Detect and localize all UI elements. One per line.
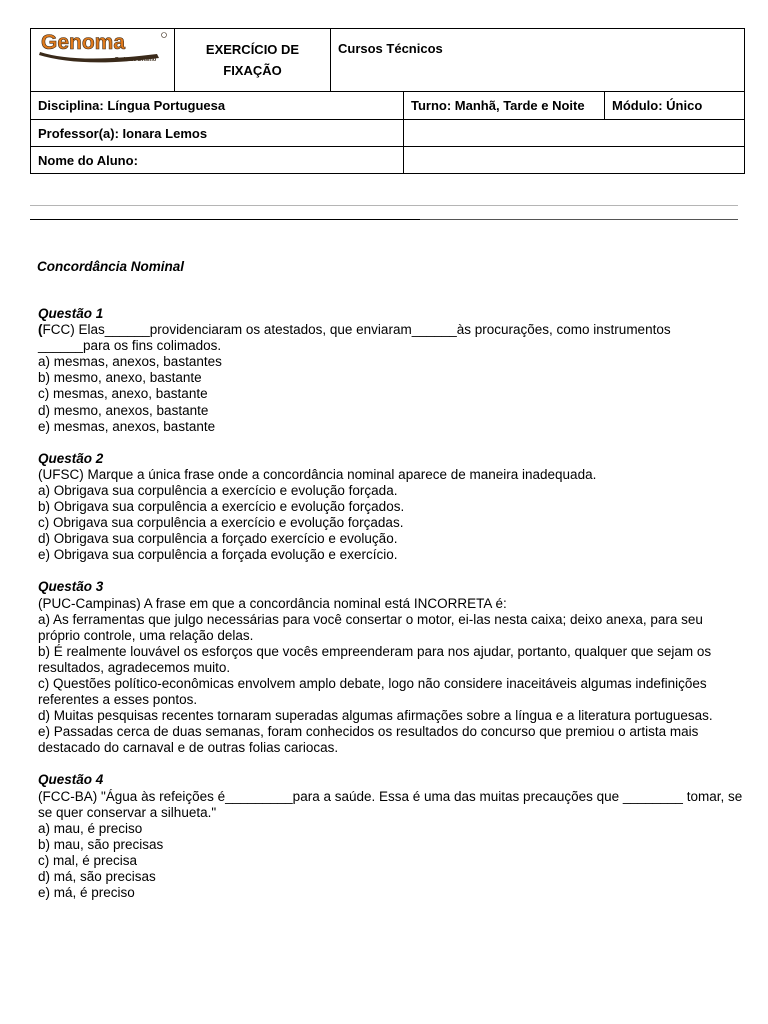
question-label: Questão 4 <box>38 772 104 788</box>
option-c: c) Obrigava sua corpulência a exercício e evolução forçadas. <box>38 515 404 531</box>
title-line-2: FIXAÇÃO <box>223 63 282 78</box>
shift: Turno: Manhã, Tarde e Noite <box>404 92 605 120</box>
module: Módulo: Único <box>605 92 745 120</box>
option-b: b) mesmo, anexo, bastante <box>38 370 202 386</box>
question-text: (FCC) Elas______providenciaram os atestados, que enviaram______às procurações, como instrumentos <box>38 322 671 338</box>
title-line-1: EXERCÍCIO DE <box>205 42 300 57</box>
option-a: a) As ferramentas que julgo necessárias para você consertar o motor, ei-las nesta caixa; deixo anexa, para seu próprio controle, uma relação delas. <box>38 611 703 643</box>
question-4 <box>38 772 744 901</box>
section-title: Concordância Nominal <box>37 259 185 274</box>
student-name: Nome do Aluno: <box>31 147 404 174</box>
option-d: d) má, são precisas <box>38 869 156 884</box>
logo-cell <box>31 29 175 92</box>
option-e: e) má, é preciso <box>38 885 135 901</box>
question-text: (PUC-Campinas) A frase em que a concordância nominal está INCORRETA é: <box>38 595 507 611</box>
student-name-blank[interactable] <box>404 147 745 174</box>
option-e: e) Obrigava sua corpulência a forçada evolução e exercício. <box>38 547 398 563</box>
divider-gray <box>30 205 738 206</box>
question-text: ______para os fins colimados. <box>38 338 222 354</box>
question-label: Questão 1 <box>38 306 104 321</box>
option-d: d) Muitas pesquisas recentes tornaram superadas algumas afirmações sobre a língua e a literatura portuguesas. <box>38 708 713 724</box>
genoma-logo <box>37 30 172 64</box>
title-cell <box>175 29 331 92</box>
teacher-blank <box>404 120 745 147</box>
open-paren: ( <box>38 322 43 338</box>
option-a: a) mau, é preciso <box>38 820 143 836</box>
teacher: Professor(a): Ionara Lemos <box>31 120 404 147</box>
option-a: a) Obrigava sua corpulência a exercício e evolução forçada. <box>38 482 398 498</box>
question-1 <box>38 306 744 435</box>
option-b: b) É realmente louvável os esforços que vocês empreenderam para nos ajudar, portanto, qualquer que sejam os resultados, agradecemos muito. <box>38 643 712 675</box>
option-b: b) mau, são precisas <box>38 836 164 852</box>
question-2 <box>38 451 744 564</box>
logo-text: Genoma <box>41 31 126 54</box>
divider-black-right <box>420 219 738 220</box>
option-e: e) Passadas cerca de duas semanas, foram conhecidos os resultados do concurso que premiou o artista mais destacado do carnaval e de outras folias cariocas. <box>38 724 699 756</box>
option-c: c) Questões político-econômicas envolvem amplo debate, logo não considere inaceitáveis algumas indefinições referentes a esses pontos. <box>38 675 707 708</box>
option-b: b) Obrigava sua corpulência a exercício e evolução forçados. <box>38 499 405 515</box>
questions-content <box>38 306 744 917</box>
option-d: d) Obrigava sua corpulência a forçado exercício e evolução. <box>38 531 398 547</box>
option-d: d) mesmo, anexos, bastante <box>38 402 209 418</box>
discipline: Disciplina: Língua Portuguesa <box>31 92 404 120</box>
question-label: Questão 3 <box>38 579 104 595</box>
question-3 <box>38 579 744 756</box>
divider-black-left <box>30 219 420 220</box>
courses: Cursos Técnicos <box>331 29 745 92</box>
option-a: a) mesmas, anexos, bastantes <box>38 354 222 370</box>
option-c: c) mal, é precisa <box>38 852 138 868</box>
option-e: e) mesmas, anexos, bastante <box>38 418 216 434</box>
question-label: Questão 2 <box>38 450 104 466</box>
option-c: c) mesmas, anexo, bastante <box>38 386 208 402</box>
header-table <box>30 28 745 174</box>
logo-tagline: Rede de Ensino <box>115 57 157 63</box>
question-text: (UFSC) Marque a única frase onde a concordância nominal aparece de maneira inadequada. <box>38 466 597 482</box>
question-text: (FCC-BA) "Água às refeições é_________para a saúde. Essa é uma das muitas precauções que ________ tomar, se se quer conservar a silhueta." <box>38 788 743 820</box>
